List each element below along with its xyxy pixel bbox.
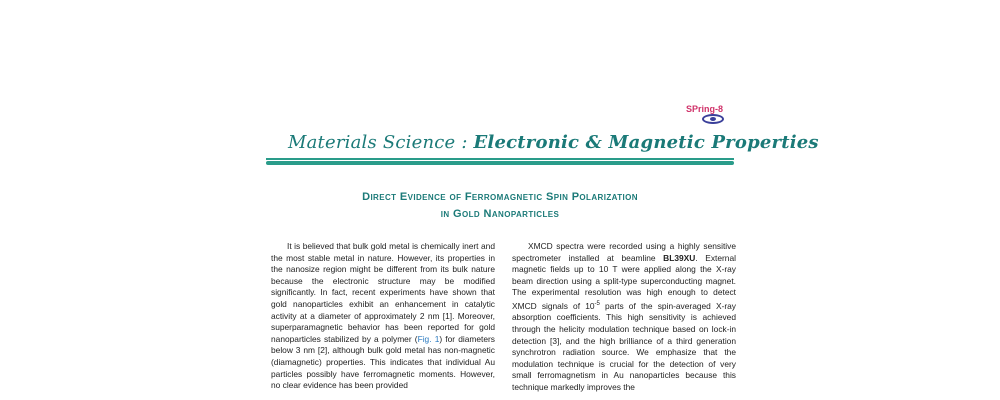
left-text-1: It is believed that bulk gold metal is chemically inert and the most stable metal in nature. However, its properties in the nanosize region might be different from its bulk nature because the electronic structure may be modified significantly. In fact, recent experiments have shown that gold nanoparticles exhibit an enhancement in catalytic activity at a diameter of approximately 2 nm [1]. Moreover, superparamagnetic behavior has been reported for gold nanoparticles stabilized by a polymer ( <box>271 241 495 344</box>
spring8-logo <box>686 104 730 126</box>
body-column-right <box>512 241 736 394</box>
right-text-3: parts of the spin-averaged X-ray absorption coefficients. This high sensitivity is achieved through the helicity modulation technique based on lock-in detection [3], and the high brilliance of a third generation synchrotron radiation source. We emphasize that the modulation technique is crucial for the detection of very small ferromagnetism in Au nanoparticles because this technique markedly improves the <box>512 300 736 392</box>
section-label-bold: Electronic & Magnetic Properties <box>473 132 819 153</box>
body-column-left <box>271 241 495 392</box>
logo-dot-icon <box>710 117 716 121</box>
right-text-2: . External magnetic fields up to 10 T were applied along the X-ray beam direction using a split-type superconducting magnet. The experimental resolution was high enough to detect XMCD signals of 10 <box>512 252 736 311</box>
section-heading <box>288 132 819 153</box>
left-paragraph <box>271 241 495 392</box>
left-text-2: ) for diameters below 3 nm [2], although bulk gold metal has non-magnetic (diamagnetic) properties. This indicates that individual Au particles possibly have ferromagnetic moments. However, no clear evidence has been provided <box>271 333 495 391</box>
beamline-name: BL39XU <box>663 252 696 263</box>
section-rule-bottom <box>266 161 734 165</box>
right-paragraph <box>512 241 736 394</box>
superscript-exponent: -5 <box>594 300 600 307</box>
right-text-1: XMCD spectra were recorded using a highly sensitive spectrometer installed at beamline <box>512 241 736 263</box>
logo-text: SPring-8 <box>686 104 724 114</box>
section-label: Materials Science : <box>288 132 474 153</box>
article-title-line1: Direct Evidence of Ferromagnetic Spin Polarization <box>362 191 638 203</box>
article-title-line2: in Gold Nanoparticles <box>440 208 560 220</box>
article-title <box>266 189 734 223</box>
figure-link[interactable]: Fig. 1 <box>417 333 440 344</box>
section-rule-top <box>266 158 734 160</box>
